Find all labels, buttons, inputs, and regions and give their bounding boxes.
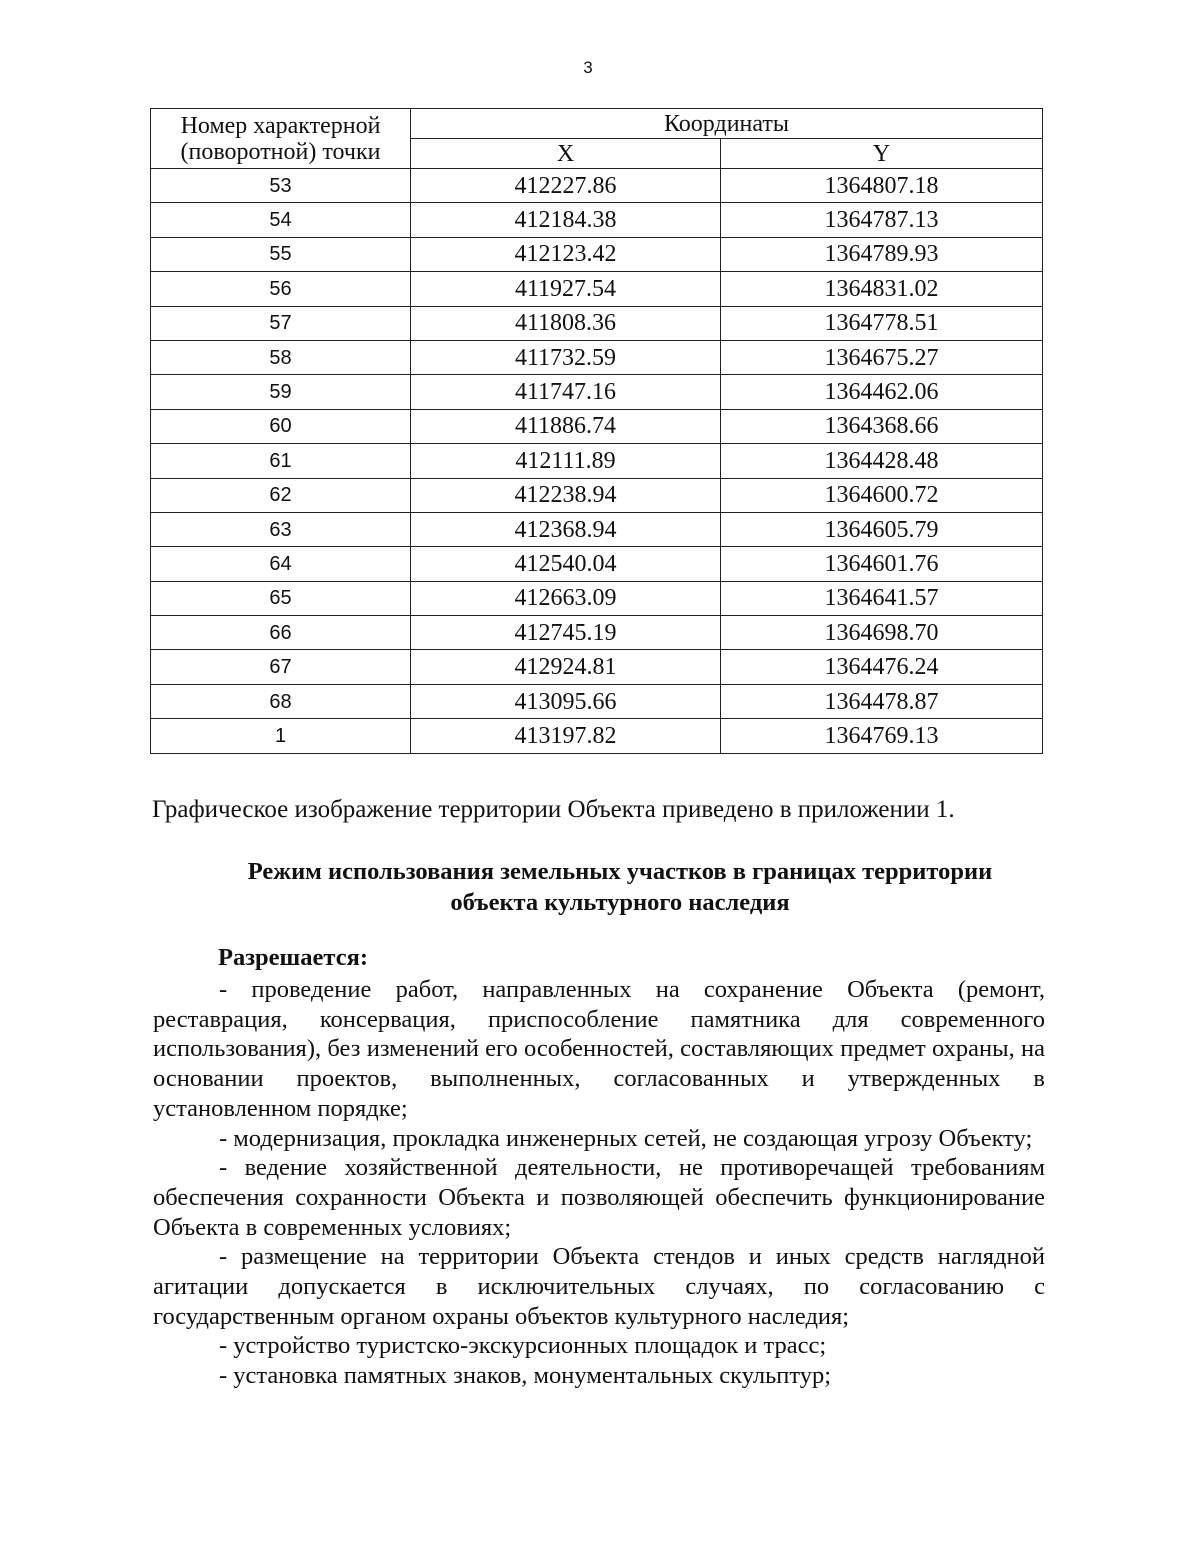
x-cell: 411808.36 (411, 306, 721, 340)
page-number: 3 (583, 58, 593, 77)
table-row (151, 203, 1043, 237)
y-cell: 1364787.13 (721, 203, 1043, 237)
y-cell: 1364641.57 (721, 581, 1043, 615)
header-point-line2: (поворотной) точки (180, 138, 381, 165)
allowed-label: Разрешается: (218, 944, 368, 971)
allowed-items-list (153, 975, 1045, 1391)
header-x: X (411, 139, 721, 169)
list-item: - размещение на территории Объекта стендов и иных средств наглядной агитации допускается в исключительных случаях, по согласованию с государственным органом охраны объектов культурного наследия; (153, 1243, 1045, 1330)
x-cell: 412227.86 (411, 169, 721, 203)
x-cell: 411747.16 (411, 375, 721, 409)
y-cell: 1364807.18 (721, 169, 1043, 203)
y-cell: 1364789.93 (721, 237, 1043, 271)
table-row (151, 512, 1043, 546)
list-item: - проведение работ, направленных на сохранение Объекта (ремонт, реставрация, консервация, приспособление памятника для современного использования), без изменений его особенностей, составляющих предмет охраны, на основании проектов, выполненных, согласованных и утвержденных в установленном порядке; (153, 976, 1045, 1122)
x-cell: 412238.94 (411, 478, 721, 512)
table-row (151, 306, 1043, 340)
x-cell: 412924.81 (411, 650, 721, 684)
y-cell: 1364675.27 (721, 340, 1043, 374)
section-heading-line1: Режим использования земельных участков в границах территории (247, 858, 993, 885)
header-point-line1: Номер характерной (180, 112, 381, 139)
table-row (151, 547, 1043, 581)
y-cell: 1364462.06 (721, 375, 1043, 409)
table-row (151, 272, 1043, 306)
y-cell: 1364769.13 (721, 719, 1043, 753)
point-cell: 54 (151, 203, 411, 237)
y-cell: 1364778.51 (721, 306, 1043, 340)
point-cell: 63 (151, 512, 411, 546)
y-cell: 1364428.48 (721, 444, 1043, 478)
x-cell: 411732.59 (411, 340, 721, 374)
x-cell: 412745.19 (411, 616, 721, 650)
list-item: - установка памятных знаков, монументальных скульптур; (219, 1362, 832, 1390)
y-cell: 1364601.76 (721, 547, 1043, 581)
header-coordinates: Координаты (411, 109, 1043, 139)
y-cell: 1364368.66 (721, 409, 1043, 443)
point-cell: 55 (151, 237, 411, 271)
point-cell: 59 (151, 375, 411, 409)
point-cell: 1 (151, 719, 411, 753)
table-row (151, 719, 1043, 753)
x-cell: 412184.38 (411, 203, 721, 237)
section-heading (150, 856, 1090, 918)
point-cell: 67 (151, 650, 411, 684)
y-cell: 1364600.72 (721, 478, 1043, 512)
x-cell: 412663.09 (411, 581, 721, 615)
x-cell: 412540.04 (411, 547, 721, 581)
table-row (151, 650, 1043, 684)
y-cell: 1364476.24 (721, 650, 1043, 684)
list-item: - устройство туристско-экскурсионных площадок и трасс; (219, 1332, 827, 1360)
list-item: - модернизация, прокладка инженерных сетей, не создающая угрозу Объекту; (219, 1124, 1033, 1152)
point-cell: 64 (151, 547, 411, 581)
y-cell: 1364605.79 (721, 512, 1043, 546)
point-cell: 53 (151, 169, 411, 203)
table-row (151, 444, 1043, 478)
table-row (151, 616, 1043, 650)
y-cell: 1364831.02 (721, 272, 1043, 306)
point-cell: 57 (151, 306, 411, 340)
table-row (151, 375, 1043, 409)
table-row (151, 237, 1043, 271)
x-cell: 411886.74 (411, 409, 721, 443)
table-header-row (151, 109, 1043, 139)
point-cell: 65 (151, 581, 411, 615)
point-cell: 61 (151, 444, 411, 478)
y-cell: 1364478.87 (721, 684, 1043, 718)
appendix-caption: Графическое изображение территории Объекта приведено в приложении 1. (152, 796, 955, 823)
x-cell: 412123.42 (411, 237, 721, 271)
list-item: - ведение хозяйственной деятельности, не противоречащей требованиям обеспечения сохранности Объекта и позволяющей обеспечить функционирование Объекта в современных условиях; (153, 1154, 1045, 1241)
point-cell: 68 (151, 684, 411, 718)
x-cell: 413197.82 (411, 719, 721, 753)
point-cell: 60 (151, 409, 411, 443)
x-cell: 411927.54 (411, 272, 721, 306)
table-row (151, 581, 1043, 615)
point-cell: 66 (151, 616, 411, 650)
point-cell: 62 (151, 478, 411, 512)
section-heading-line2: объекта культурного наследия (450, 889, 790, 916)
y-cell: 1364698.70 (721, 616, 1043, 650)
x-cell: 412111.89 (411, 444, 721, 478)
point-cell: 58 (151, 340, 411, 374)
x-cell: 413095.66 (411, 684, 721, 718)
table-row (151, 684, 1043, 718)
table-row (151, 169, 1043, 203)
header-point-number (151, 109, 411, 169)
x-cell: 412368.94 (411, 512, 721, 546)
table-row (151, 340, 1043, 374)
table-row (151, 409, 1043, 443)
header-y: Y (721, 139, 1043, 169)
table-row (151, 478, 1043, 512)
coordinates-table (150, 108, 1043, 754)
table-body (151, 169, 1043, 754)
point-cell: 56 (151, 272, 411, 306)
